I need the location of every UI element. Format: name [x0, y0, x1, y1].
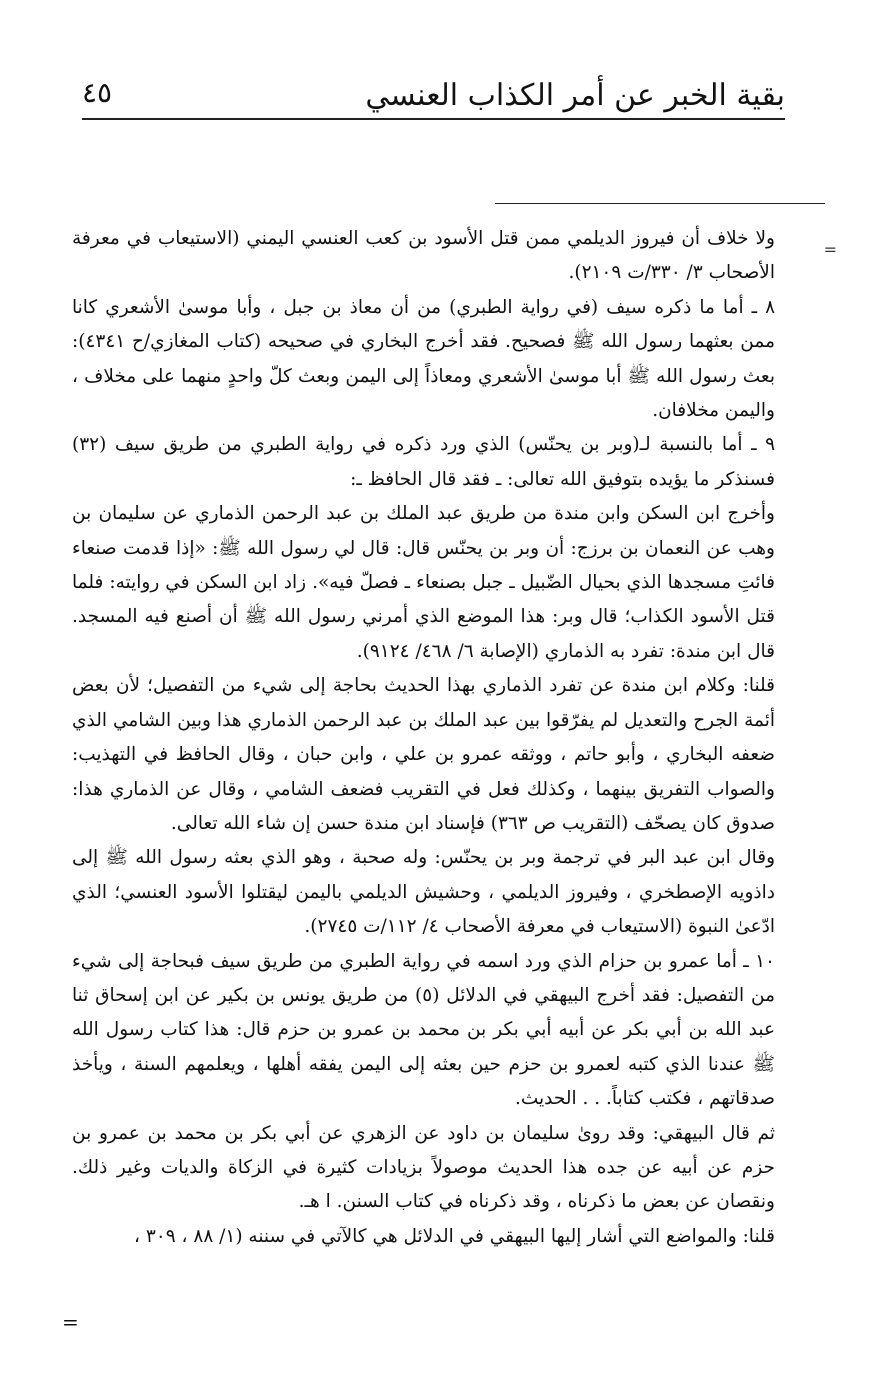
- paragraph: وأخرج ابن السكن وابن مندة من طريق عبد الملك بن عبد الرحمن الذماري عن سليمان بن وهب عن النعمان بن برزج: أن وبر بن يحنّس قال: قال لي رسول الله ﷺ: «إذا قدمت صنعاء فائتِ مسجدها الذي بحيال الضّبيل ـ جبل بصنعاء ـ فصلّ فيه». زاد ابن السكن في روايته: فلما قتل الأسود الكذاب؛ قال وبر: هذا الموضع الذي أمرني رسول الله ﷺ أن أصنع فيه المسجد. قال ابن مندة: تفرد به الذماري (الإصابة ٦/ ٤٦٨/ ٩١٢٤).: [72, 503, 775, 662]
- paragraph: ١٠ ـ أما عمرو بن حزام الذي ورد اسمه في رواية الطبري من طريق سيف فبحاجة إلى شيء من التفصيل: فقد أخرج البيهقي في الدلائل (٥) من طريق يونس بن بكير عن ابن إسحاق ثنا عبد الله بن أبي بكر عن أبيه أبي بكر بن محمد بن عمرو بن حزم قال: هذا كتاب رسول الله ﷺ عندنا الذي كتبه لعمرو بن حزم حين بعثه إلى اليمن يفقه أهلها ، ويعلمهم السنة ، ويأخذ صدقاتهم ، فكتب كتاباً. . . الحديث.: [72, 950, 775, 1110]
- footnote-continuation-mark: =: [823, 240, 837, 259]
- footnote-separator-rule: [495, 203, 825, 204]
- paragraph: ثم قال البيهقي: وقد روىٰ سليمان بن داود عن الزهري عن أبي بكر بن محمد بن عمرو بن حزم عن أبيه عن جده هذا الحديث موصولاً بزيادات كثيرة في الزكاة والديات وغير ذلك. ونقصان عن بعض ما ذكرناه ، وقد ذكرناه في كتاب السنن. ا هـ.: [72, 1122, 775, 1213]
- paragraph: ٨ ـ أما ما ذكره سيف (في رواية الطبري) من أن معاذ بن جبل ، وأبا موسىٰ الأشعري كانا ممن بعثهما رسول الله ﷺ فصحيح. فقد أخرج البخاري في صحيحه (كتاب المغازي/ح ٤٣٤١): بعث رسول الله ﷺ أبا موسىٰ الأشعري ومعاذاً إلى اليمن وبعث كلّ واحدٍ منهما على مخلاف ، واليمن مخلافان.: [72, 296, 775, 422]
- paragraph: قلنا: والمواضع التي أشار إليها البيهقي في الدلائل هي كالآتي في سننه (١/ ٨٨ ، ٣٠٩ ،: [133, 1225, 775, 1247]
- paragraph: ولا خلاف أن فيروز الديلمي ممن قتل الأسود بن كعب العنسي اليمني (الاستيعاب في معرفة الأصحاب ٣/ ٣٣٠/ت ٢١٠٩).: [72, 228, 775, 284]
- footnote-body: [72, 222, 775, 1254]
- page-number: ٤٥: [82, 76, 113, 109]
- paragraph: وقال ابن عبد البر في ترجمة وبر بن يحنّس: وله صحبة ، وهو الذي بعثه رسول الله ﷺ إلى داذويه الإصطخري ، وفيروز الديلمي ، وحشيش الديلمي باليمن ليقتلوا الأسود العنسي؛ الذي ادّعىٰ النبوة (الاستيعاب في معرفة الأصحاب ٤/ ١١٢/ت ٢٧٤٥).: [72, 847, 775, 938]
- running-header: [82, 66, 785, 118]
- running-title: بقية الخبر عن أمر الكذاب العنسي: [365, 78, 785, 113]
- header-rule: [82, 118, 785, 120]
- paragraph: ٩ ـ أما بالنسبة لـ(وبر بن يحنّس) الذي ورد ذكره في رواية الطبري من طريق سيف (٣٢) فسنذكر ما يؤيده بتوفيق الله تعالى: ـ فقد قال الحافظ ـ:: [72, 434, 775, 490]
- paragraph: قلنا: وكلام ابن مندة عن تفرد الذماري بهذا الحديث بحاجة إلى شيء من التفصيل؛ لأن بعض أئمة الجرح والتعديل لم يفرّقوا بين عبد الملك بن عبد الرحمن الذماري هذا وبين الشامي الذي ضعفه البخاري ، وأبو حاتم ، ووثقه عمرو بن علي ، وابن حبان ، وقال الحافظ في التهذيب: والصواب التفريق بينهما ، وكذلك فعل في التقريب فضعف الشامي ، وقال عن الذماري هذا: صدوق كان يصحّف (التقريب ص ٣٦٣) فإسناد ابن مندة حسن إن شاء الله تعالى.: [72, 675, 775, 834]
- footnote-continues-mark: =: [62, 1310, 79, 1334]
